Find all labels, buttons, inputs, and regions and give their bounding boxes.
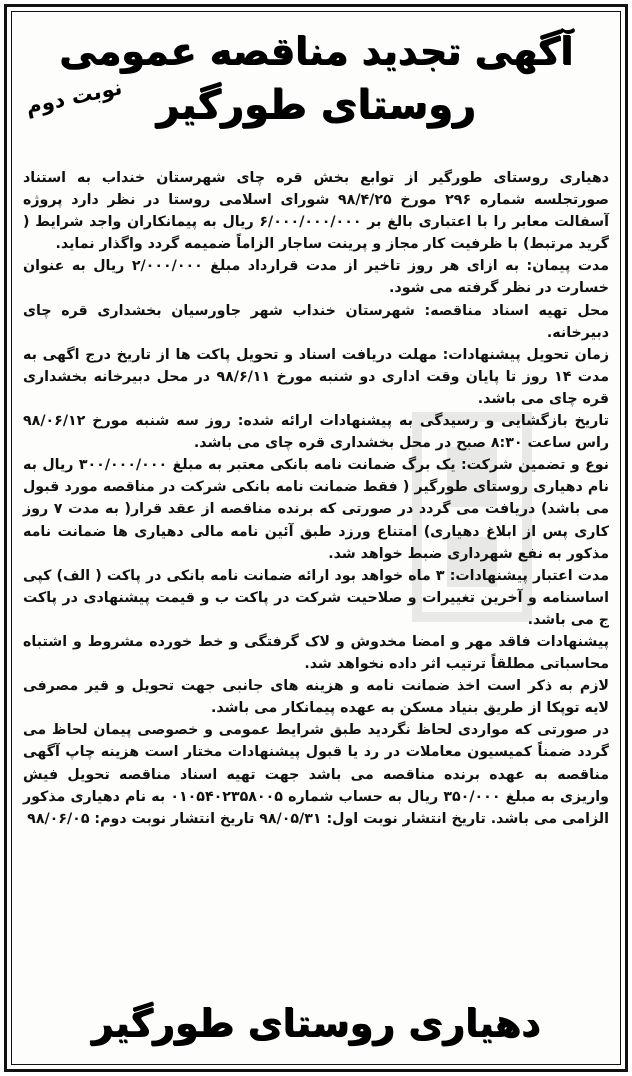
paragraph-intro: دهیاری روستای طورگیر از توابع بخش قره چای شهرستان خنداب به استناد صورتجلسه شماره ۲۹۶ مورخ ۹۸/۴/۲۵ شورای اسلامی روستا در نظر دارد پروژه آسفالت معابر را با اعتباری بالغ بر ۶/۰۰۰/۰۰۰/۰۰۰ ریال به پیمانکاران واجد شرایط ( گرید مرتبط) با ظرفیت کار مجاز و پرینت ساجار الزاماً ضمیمه گردد واگذار نماید.: [23, 170, 609, 253]
paragraph-submission-time: زمان تحویل پیشنهادات: مهلت دریافت اسناد و تحویل پاکت ها از تاریخ درج اگهی به مدت ۱۴ روز تا پایان وقت اداری دو شنبه مورخ ۹۸/۶/۱۱ در محل دبیرخانه بخشداری قره چای می باشد.: [23, 346, 609, 407]
paragraph-document-location: محل تهیه اسناد مناقصه: شهرستان خنداب شهر جاورسیان بخشداری قره چای دبیرخانه.: [23, 302, 609, 341]
paragraph-validity: مدت اعتبار پیشنهادات: ۳ ماه خواهد بود ارائه ضمانت نامه بانکی در پاکت ( الف) کپی اساسنامه و آخرین تغییرات و صلاحیت شرکت در پاکت ب و قیمت پیشنهادی در پاکت ج می باشد.: [23, 567, 609, 628]
paragraph-invalid-proposals: پیشنهادات فاقد مهر و امضا مخدوش و لاک گرفتگی و خط خورده مشروط و اشتباه محاسباتی مطلقاً ترتیب اثر داده نخواهد شد.: [23, 633, 609, 673]
notice-frame: [4, 4, 628, 1072]
notice-title: آگهی تجدید مناقصه عمومی: [58, 29, 574, 73]
notice-subtitle: روستای طورگیر: [156, 82, 476, 128]
paragraph-guarantee: نوع و تضمین شرکت: یک برگ ضمانت نامه بانکی معتبر به مبلغ ۳۰۰/۰۰۰/۰۰۰ ریال به نام دهیاری روستای طورگیر ( فقط ضمانت نامه بانکی شرکت در مناقصه مورد قبول می باشد) دریافت می گردد در صورتی که برنده مناقصه از عقد قرار( به مدت ۷ روز کاری پس از ابلاغ دهیاری) امتناع ورزد طبق آئین نامه مالی دهیاری ها ضمانت نامه مذکور به نفع شهرداری ضبط خواهد شد.: [23, 457, 610, 562]
paragraph-conditions: در صورتی که مواردی لحاظ نگردید طبق شرایط عمومی و خصوصی پیمان لحاظ می گردد ضمناً کمیسیون معاملات در رد یا قبول پیشنهادات مختار است هزینه چاپ آگهی مناقصه به عهده برنده مناقصه می باشد جهت تهیه اسناد مناقصه تحویل فیش واریزی به مبلغ ۳۵۰/۰۰۰ ریال به حساب شماره ۰۱۰۵۴۰۲۳۵۸۰۰۵ به نام دهیاری مذکور الزامی می باشد. تاریخ انتشار نوبت اول: ۹۸/۰۵/۳۱ تاریخ انتشار نوبت دوم: ۹۸/۰۶/۰۵: [23, 722, 609, 827]
notice-body: [23, 167, 609, 830]
footer-signature: دهیاری روستای طورگیر: [91, 1001, 541, 1045]
round-label: نوبت دوم: [23, 75, 125, 119]
notice-footer: [7, 997, 625, 1049]
paragraph-note: لازم به ذکر است اخذ ضمانت نامه و هزینه های جانبی جهت تحویل و قیر مصرفی لایه توپکا از طریق بنیاد مسکن به عهده پیمانکار می باشد.: [23, 678, 609, 717]
paragraph-opening-date: تاریخ بازگشایی و رسیدگی به پیشنهادات ارائه شده: روز سه شنبه مورخ ۹۸/۰۶/۱۲ راس ساعت ۸:۳۰ صبح در محل بخشداری قره چای می باشد.: [23, 413, 609, 452]
paragraph-contract-duration: مدت پیمان: به ازای هر روز تاخیر از مدت قرارداد مبلغ ۲/۰۰۰/۰۰۰ ریال به عنوان خسارت در نظر گرفته می شود.: [23, 258, 609, 297]
